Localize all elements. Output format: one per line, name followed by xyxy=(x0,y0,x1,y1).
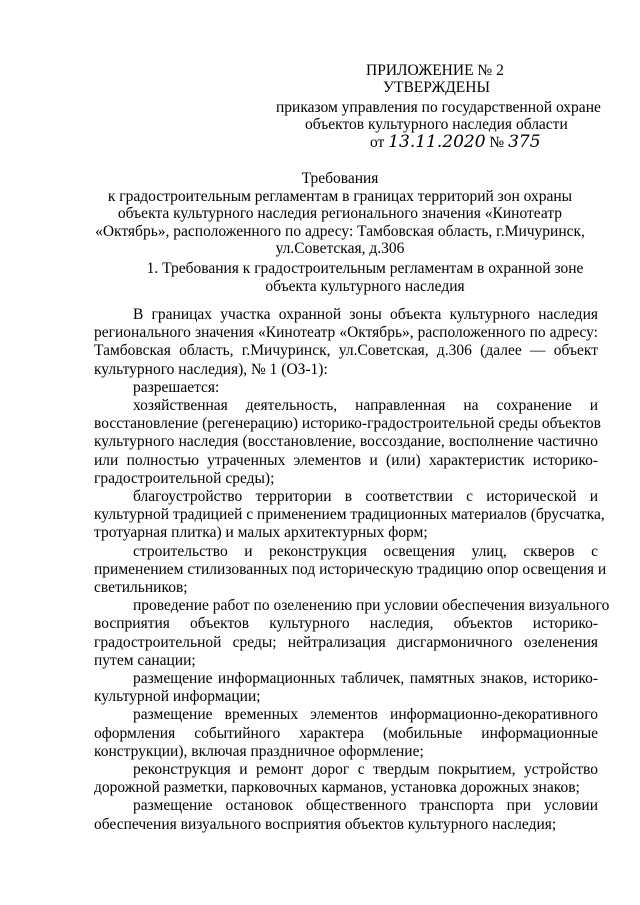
paragraph-line: дорожной разметки, парковочных карманов, установка дорожных знаков; xyxy=(94,779,580,797)
paragraph-line: размещение остановок общественного транспорта при условии xyxy=(133,797,598,815)
section-heading-line: 1. Требования к градостроительным регламентам в охранной зоне xyxy=(146,260,584,277)
paragraph-line: В границах участка охранной зоны объекта культурного наследия xyxy=(133,306,598,323)
order-date-number xyxy=(370,134,541,151)
order-line-1: приказом управления по государственной охране xyxy=(276,99,601,116)
paragraph-line: конструкции), включая праздничное оформление; xyxy=(94,742,424,760)
paragraph-line: культурной информации; xyxy=(94,688,261,706)
paragraph-line: тротуарная плитка) и малых архитектурных форм; xyxy=(94,524,428,542)
approved-label: УТВЕРЖДЕНЫ xyxy=(383,79,490,96)
requirements-title xyxy=(80,170,600,258)
paragraph-line: восстановление (регенерацию) историко-градостроительной среды объектов xyxy=(94,415,602,433)
list-item xyxy=(94,542,607,598)
paragraph-line: хозяйственная деятельность, направленная на сохранение и xyxy=(133,397,598,415)
paragraph-line: или полностью утраченных элементов и (или) характеристик историко- xyxy=(94,451,598,469)
handwritten-number: 375 xyxy=(508,132,541,152)
paragraph-line: размещение информационных табличек, памятных знаков, историко- xyxy=(133,670,598,688)
title-line: к градостроительным регламентам в границах территорий зон охраны xyxy=(107,187,573,205)
paragraph-line: проведение работ по озеленению при условии обеспечения визуального xyxy=(133,597,610,615)
section-1-heading xyxy=(130,260,600,295)
paragraph-line: путем санации; xyxy=(94,651,196,669)
appendix-number: ПРИЛОЖЕНИЕ № 2 xyxy=(366,62,504,79)
document-body xyxy=(94,306,610,834)
from-prefix: от xyxy=(370,134,385,151)
title-line: «Октябрь», расположенного по адресу: Тамбовская область, г.Мичуринск, xyxy=(95,222,585,240)
paragraph-line: культурной традицией с применением традиционных материалов (брусчатка, xyxy=(94,506,605,524)
paragraph-line: оформления событийного характера (мобильные информационные xyxy=(94,724,598,742)
intro-paragraph xyxy=(94,306,598,379)
paragraph-line: строительство и реконструкция освещения улиц, скверов с xyxy=(133,542,598,560)
section-heading-line: объекта культурного наследия xyxy=(265,277,465,295)
order-line-2: объектов культурного наследия области xyxy=(305,116,568,133)
list-item xyxy=(94,761,598,797)
paragraph-line: реконструкция и ремонт дорог с твердым покрытием, устройство xyxy=(133,761,598,779)
list-item xyxy=(94,397,602,488)
list-item xyxy=(94,488,605,543)
paragraph-line: культурного наследия), № 1 (ОЗ-1): xyxy=(94,360,328,378)
paragraph-line: благоустройство территории в соответствии с исторической и xyxy=(133,488,598,506)
list-item xyxy=(94,670,598,706)
handwritten-date: 13.11.2020 xyxy=(388,132,486,152)
list-item xyxy=(94,797,598,833)
allowed-label: разрешается: xyxy=(133,378,220,396)
paragraph-line: градостроительной среды); xyxy=(94,469,275,487)
paragraph-line: восприятия объектов культурного наследия, объектов историко- xyxy=(94,615,598,633)
title-line: Требования xyxy=(301,170,379,187)
paragraph-line: размещение временных элементов информационно-декоративного xyxy=(133,706,598,724)
paragraph-line: применением стилизованных под историческую традицию опор освещения и xyxy=(94,560,607,578)
paragraph-line: обеспечения визуального восприятия объектов культурного наследия; xyxy=(94,815,557,833)
list-item xyxy=(94,706,598,761)
list-item xyxy=(94,597,610,670)
paragraph-line: культурного наследия (восстановление, воссоздание, восполнение частично xyxy=(94,433,598,451)
paragraph-line: градостроительной среды; нейтрализация дисгармоничного озеленения xyxy=(94,633,598,651)
paragraph-line: Тамбовская область, г.Мичуринск, ул.Советская, д.306 (далее — объект xyxy=(94,342,598,360)
title-line: ул.Советская, д.306 xyxy=(275,240,405,257)
title-line: объекта культурного наследия регионального значения «Кинотеатр xyxy=(117,205,563,222)
paragraph-line: светильников; xyxy=(94,579,188,597)
paragraph-line: регионального значения «Кинотеатр «Октябрь», расположенного по адресу: xyxy=(94,324,598,342)
number-prefix: № xyxy=(489,134,505,151)
